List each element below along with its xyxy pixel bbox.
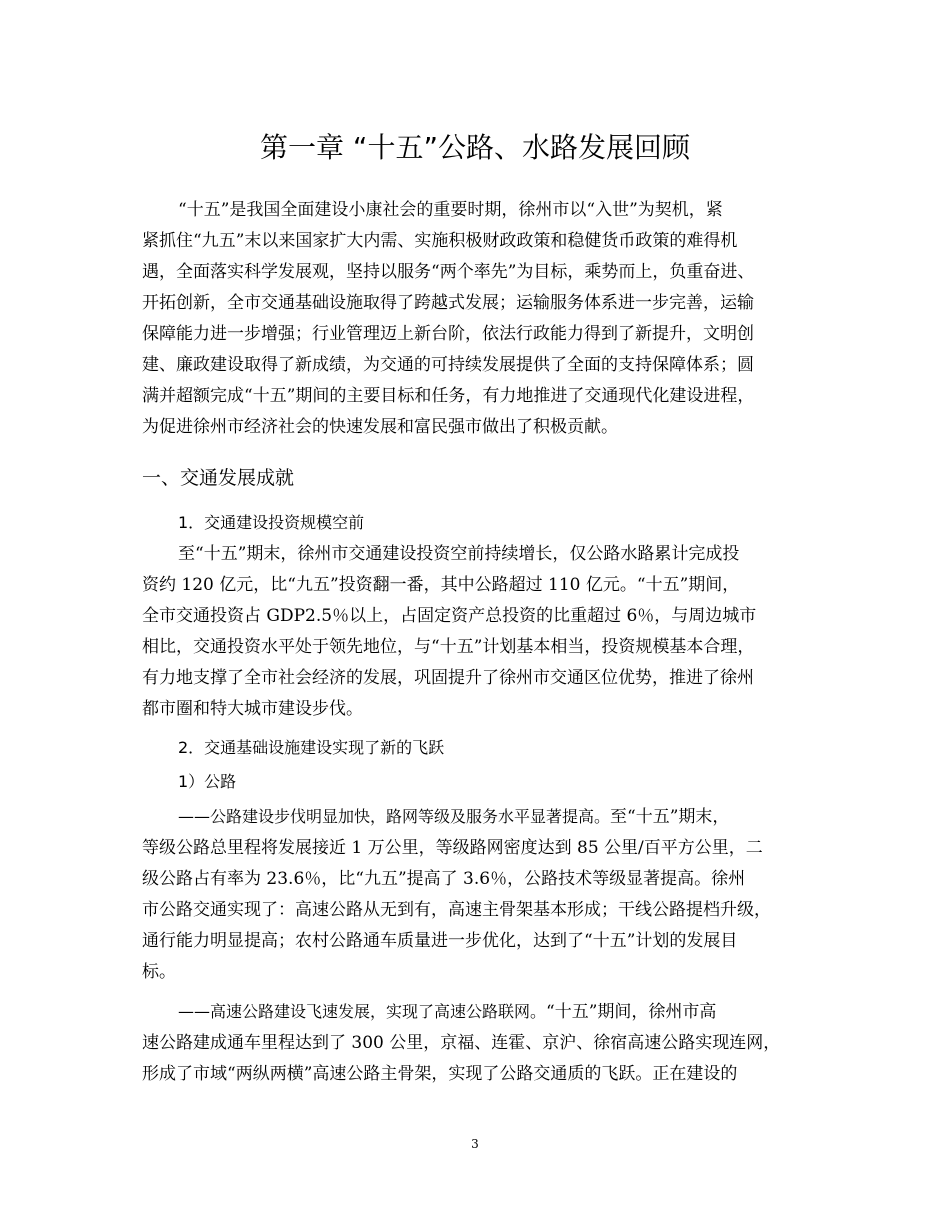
expressway-paragraph bbox=[142, 996, 822, 1090]
text-line: 都市圈和特大城市建设步伐。 bbox=[142, 699, 363, 719]
text-line: 开拓创新，全市交通基础设施取得了跨越式发展；运输服务体系进一步完善，运输 bbox=[142, 293, 754, 313]
lead-continuation: “十五”期间，徐州市高 bbox=[546, 1002, 717, 1022]
text-line: 紧抓住“九五”末以来国家扩大内需、实施积极财政政策和稳健货币政策的难得机 bbox=[142, 231, 738, 251]
text-line: 级公路占有率为 23.6％，比“九五”提高了 3.6％，公路技术等级显著提高。徐州 bbox=[142, 869, 746, 889]
text-line: 相比，交通投资水平处于领先地位，与“十五”计划基本相当，投资规模基本合理， bbox=[142, 637, 755, 657]
text-line: 全市交通投资占 GDP2.5％以上，占固定资产总投资的比重超过 6％，与周边城市 bbox=[142, 606, 757, 626]
text-line: 有力地支撑了全市社会经济的发展，巩固提升了徐州市交通区位优势，推进了徐州 bbox=[142, 668, 754, 688]
section-heading: 一、交通发展成就 bbox=[142, 467, 295, 489]
text-line: 形成了市域“两纵两横”高速公路主骨架，实现了公路交通质的飞跃。正在建设的 bbox=[142, 1064, 738, 1084]
text-line: 为促进徐州市经济社会的快速发展和富民强市做出了积极贡献。 bbox=[142, 417, 618, 437]
investment-paragraph bbox=[142, 539, 822, 725]
subsection-heading: 2．交通基础设施建设实现了新的飞跃 bbox=[178, 738, 445, 757]
text-line: 至“十五”期末，徐州市交通建设投资空前持续增长，仅公路水路累计完成投 bbox=[178, 544, 740, 564]
subsection-heading: 1．交通建设投资规模空前 bbox=[178, 513, 365, 532]
road-paragraph bbox=[142, 801, 822, 988]
lead-sentence: ——公路建设步伐明显加快，路网等级及服务水平显著提高。 bbox=[178, 807, 611, 826]
text-line bbox=[142, 996, 822, 1028]
text-line: 标。 bbox=[142, 962, 176, 982]
subsection-heading: 1）公路 bbox=[178, 772, 237, 791]
chapter-title: 第一章 “十五”公路、水路发展回顾 bbox=[260, 131, 690, 164]
intro-paragraph bbox=[142, 195, 822, 443]
lead-continuation: 至“十五”期末， bbox=[610, 807, 730, 827]
text-line: 市公路交通实现了：高速公路从无到有，高速主骨架基本形成；干线公路提档升级， bbox=[142, 900, 771, 920]
text-line: 遇，全面落实科学发展观，坚持以服务“两个率先”为目标，乘势而上，负重奋进、 bbox=[142, 262, 755, 282]
text-line: 等级公路总里程将发展接近 1 万公里，等级路网密度达到 85 公里/百平方公里，二 bbox=[142, 838, 763, 858]
text-line: 建、廉政建设取得了新成绩，为交通的可持续发展提供了全面的支持保障体系；圆 bbox=[142, 355, 754, 375]
text-line: 保障能力进一步增强；行业管理迈上新台阶，依法行政能力得到了新提升，文明创 bbox=[142, 324, 754, 344]
text-line bbox=[142, 801, 822, 833]
text-line: “十五”是我国全面建设小康社会的重要时期，徐州市以“入世”为契机，紧 bbox=[178, 200, 723, 220]
page-number: 3 bbox=[471, 1137, 479, 1151]
text-line: 速公路建成通车里程达到了 300 公里，京福、连霍、京沪、徐宿高速公路实现连网， bbox=[142, 1033, 781, 1053]
text-line: 资约 120 亿元，比“九五”投资翻一番，其中公路超过 110 亿元。“十五”期间， bbox=[142, 575, 740, 595]
text-line: 满并超额完成“十五”期间的主要目标和任务，有力地推进了交通现代化建设进程， bbox=[142, 386, 755, 406]
lead-sentence: ——高速公路建设飞速发展，实现了高速公路联网。 bbox=[178, 1002, 547, 1021]
text-line: 通行能力明显提高；农村公路通车质量进一步优化，达到了“十五”计划的发展目 bbox=[142, 931, 738, 951]
